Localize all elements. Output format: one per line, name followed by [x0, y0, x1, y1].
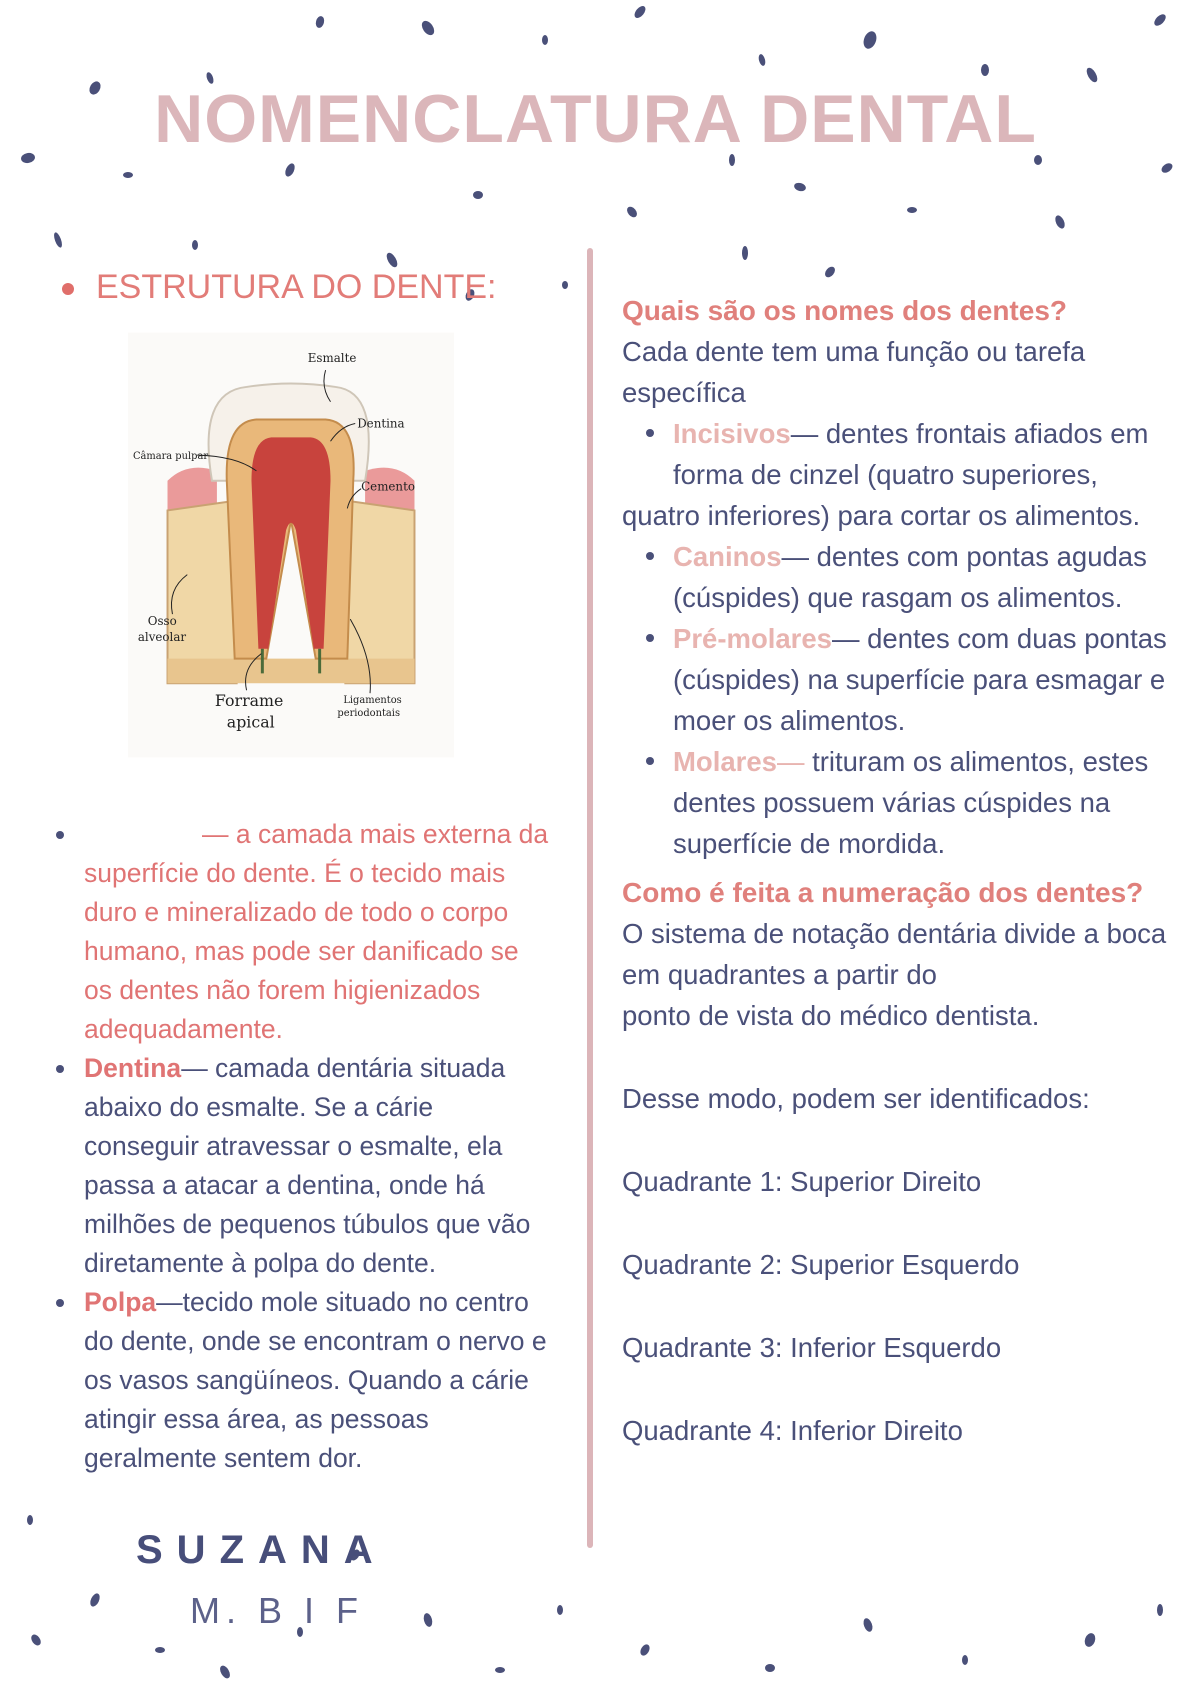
bone-right [345, 501, 414, 684]
molares-dash: — [776, 746, 805, 777]
desc-dentina: — camada dentária situada abaixo do esmalte. Se a cárie conseguir atravessar o esmalte, ela passa a atacar a dentina, onde há milhões de pequenos túbulos que vão diretamente à polpa do dente. [84, 1053, 531, 1278]
bullet-dot [62, 283, 74, 295]
label-osso-1: Osso [147, 614, 177, 629]
page-title: NOMENCLATURA DENTAL [154, 81, 1037, 157]
right-column [622, 290, 1182, 1451]
tooth-structure-list [50, 815, 550, 1478]
list-item-incisivos [622, 413, 1182, 495]
section-heading-text: ESTRUTURA DO DENTE: [96, 268, 497, 306]
term-premolares: Pré-molares [673, 623, 832, 654]
tooth-types-list-1 [622, 413, 1182, 495]
bone-base [168, 659, 415, 684]
list-item-polpa [50, 1283, 550, 1478]
desc-caninos: — dentes com pontas agudas (cúspides) que rasgam os alimentos. [673, 541, 1147, 613]
question-numbering: Como é feita a numeração dos dentes? [622, 877, 1144, 908]
list-item-caninos [622, 536, 1182, 618]
quadrant-2: Quadrante 2: Superior Esquerdo [622, 1249, 1020, 1280]
list-item-dentina [50, 1049, 550, 1283]
label-dentina: Dentina [357, 416, 405, 431]
label-camara-pulpar: Câmara pulpar [132, 451, 209, 463]
incisivos-continuation: quatro inferiores) para cortar os alimentos. [622, 500, 1141, 531]
question-names: Quais são os nomes dos dentes? [622, 295, 1068, 326]
desc-premolares: — dentes com duas pontas (cúspides) na superfície para esmagar e moer os alimentos. [673, 623, 1167, 736]
term-molares: Molares [673, 746, 777, 777]
identify-text: Desse modo, podem ser identificados: [622, 1083, 1090, 1114]
section-heading [62, 268, 496, 307]
intro-text: Cada dente tem uma função ou tarefa específica [622, 336, 1086, 408]
column-divider [587, 248, 593, 1548]
numbering-text: O sistema de notação dentária divide a boca em quadrantes a partir do [622, 918, 1167, 990]
author-subtitle: M. B I F [190, 1590, 364, 1631]
quadrant-1: Quadrante 1: Superior Direito [622, 1166, 982, 1197]
label-esmalte: Esmalte [307, 351, 357, 366]
term-dentina: Dentina [84, 1053, 182, 1083]
term-incisivos: Incisivos [673, 418, 791, 449]
list-item-esmalte [50, 815, 550, 1049]
tooth-types-list-2 [622, 536, 1182, 864]
term-caninos: Caninos [673, 541, 782, 572]
label-cemento: Cemento [361, 479, 415, 494]
label-forrame-1: Forrame [214, 691, 284, 711]
quadrant-3: Quadrante 3: Inferior Esquerdo [622, 1332, 1002, 1363]
desc-molares: trituram os alimentos, estes dentes possuem várias cúspides na superfície de mordida. [673, 746, 1149, 859]
numbering-text-2: ponto de vista do médico dentista. [622, 1000, 1040, 1031]
label-ligamentos-1: Ligamentos [343, 695, 402, 707]
author-name: SUZANA [136, 1528, 387, 1572]
list-item-premolares [622, 618, 1182, 741]
desc-esmalte: — a camada mais externa da superfície do dente. É o tecido mais duro e mineralizado de todo o corpo humano, mas pode ser danificado se os dentes não forem higienizados adequadamente. [84, 819, 549, 1044]
list-item-molares [622, 741, 1182, 864]
label-forrame-2: apical [226, 712, 275, 732]
tooth-anatomy-figure [128, 330, 454, 760]
label-ligamentos-2: periodontais [337, 707, 401, 719]
quadrant-4: Quadrante 4: Inferior Direito [622, 1415, 963, 1446]
desc-incisivos: — dentes frontais afiados em forma de cinzel (quatro superiores, [673, 418, 1149, 490]
desc-polpa: —tecido mole situado no centro do dente, onde se encontram o nervo e os vasos sangüíneos. Quando a cárie atingir essa área, as pessoas geralmente sentem dor. [84, 1287, 547, 1473]
bone-left [168, 501, 237, 684]
term-polpa: Polpa [84, 1287, 157, 1317]
label-osso-2: alveolar [137, 629, 187, 644]
